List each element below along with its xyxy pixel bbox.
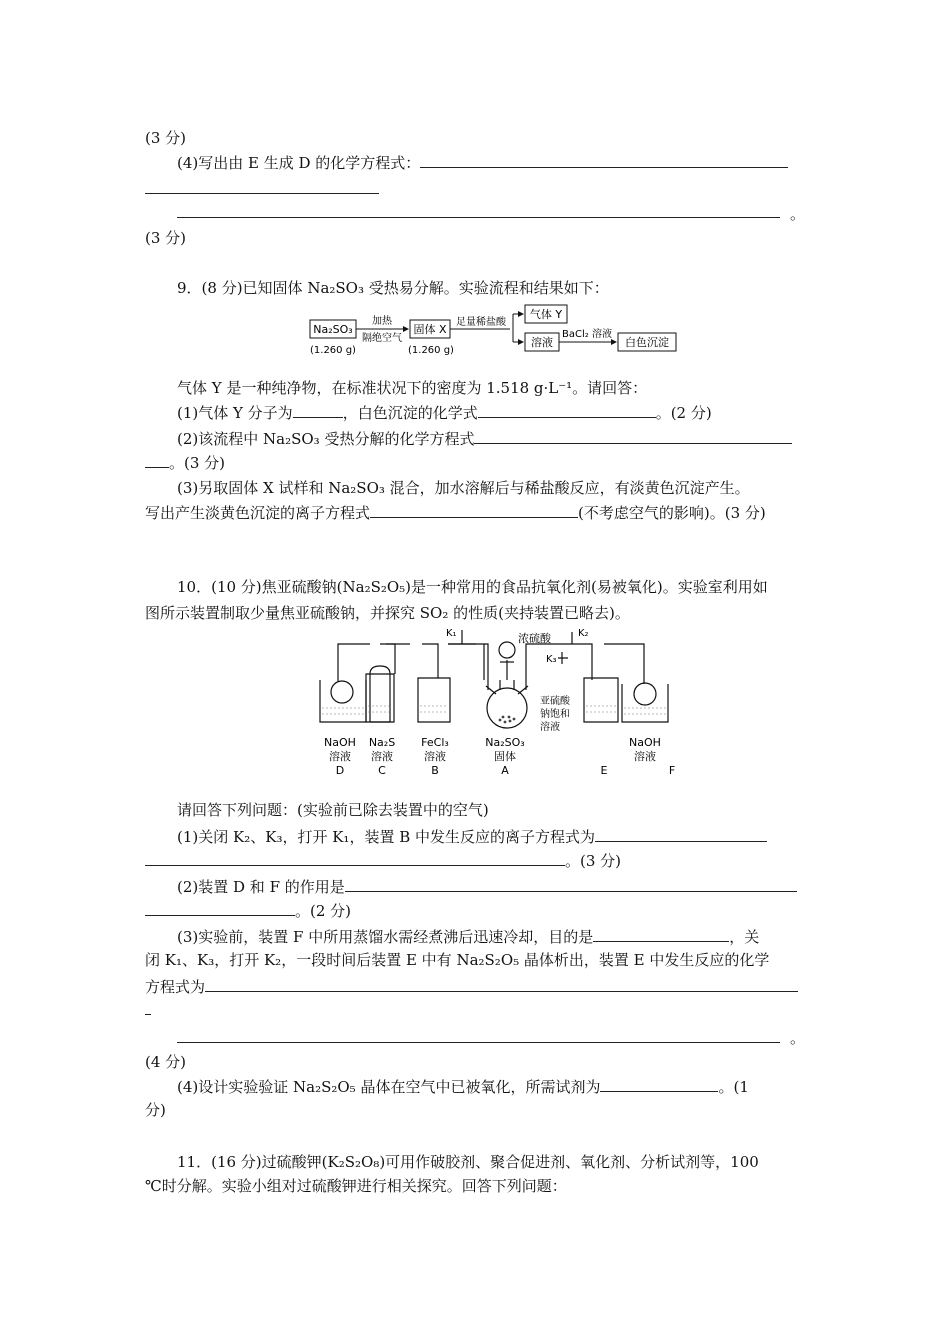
question-10-header: 10．(10 分)焦亚硫酸钠(Na₂S₂O₅)是一种常用的食品抗氧化剂(易被氧化)。实验室利用如 xyxy=(177,578,768,596)
answer-blank[interactable] xyxy=(145,900,295,916)
liquid-c xyxy=(368,706,392,712)
flow-box-x-label: 固体 X xyxy=(413,323,447,336)
answer-blank[interactable] xyxy=(593,926,729,942)
question-9-intro: 气体 Y 是一种纯净物，在标准状况下的密度为 1.518 g·L⁻¹。请回答： xyxy=(177,379,648,397)
question-text: ，白色沉淀的化学式 xyxy=(342,404,478,422)
question-9-part-1 xyxy=(177,402,712,423)
answer-blank[interactable] xyxy=(145,1014,151,1015)
question-10-part-3-eq xyxy=(145,976,798,997)
funnel-d xyxy=(331,681,353,703)
flow-box-gas-label: 气体 Y xyxy=(529,308,563,321)
bottle-e xyxy=(584,678,618,722)
flow-box-start-label: Na₂SO₃ xyxy=(313,323,353,336)
question-text: (4)写出由 E 生成 D 的化学方程式： xyxy=(177,154,421,172)
valve-k3 xyxy=(558,652,568,664)
b-reagent-2: 溶液 xyxy=(424,750,446,763)
question-text: 写出产生淡黄色沉淀的离子方程式 xyxy=(145,504,371,522)
k2-label: K₂ xyxy=(578,628,589,639)
question-10-part-4 xyxy=(177,1076,749,1097)
question-10-part-1-cont xyxy=(145,850,621,871)
question-text: 。(2 分) xyxy=(295,902,352,920)
k3-label: K₃ xyxy=(546,654,557,665)
flow-arrow1-bottom: 隔绝空气 xyxy=(362,333,402,344)
score-text: (3 分) xyxy=(145,129,187,147)
c-reagent-2: 溶液 xyxy=(371,750,393,763)
question-text: (1)气体 Y 分子为 xyxy=(177,404,293,422)
period-text: 。 xyxy=(790,1029,806,1047)
answer-blank[interactable] xyxy=(420,152,788,168)
acid-label: 浓硫酸 xyxy=(518,632,551,645)
answer-blank[interactable] xyxy=(205,976,798,992)
c-reagent-1: Na₂S xyxy=(368,736,396,749)
e-liquid-line3: 溶液 xyxy=(540,722,560,733)
flow-chart xyxy=(300,300,690,362)
question-text: (3)实验前，装置 F 中所用蒸馏水需经煮沸后迅速冷却，目的是 xyxy=(177,928,594,946)
question-10-part-3 xyxy=(177,926,759,947)
b-letter: B xyxy=(431,764,439,777)
question-8-part-4 xyxy=(177,152,788,173)
flow-box-precip-label: 白色沉淀 xyxy=(625,336,669,349)
answer-blank[interactable] xyxy=(478,402,656,418)
d-reagent-2: 溶液 xyxy=(329,750,351,763)
connecting-tube xyxy=(338,644,370,682)
flask-a xyxy=(487,688,527,728)
liquid-b xyxy=(420,706,448,712)
question-text: 。(3 分) xyxy=(565,852,622,870)
period-text: 。 xyxy=(790,205,806,223)
a-letter: A xyxy=(501,764,509,777)
connecting-tube xyxy=(380,644,395,674)
question-10-header-cont: 图所示装置制取少量焦亚硫酸钠，并探究 SO₂ 的性质(夹持装置已略去)。 xyxy=(145,604,630,622)
question-10-part-1 xyxy=(177,826,767,847)
question-9-part-3: (3)另取固体 X 试样和 Na₂SO₃ 混合，加水溶解后与稀盐酸反应，有淡黄色沉淀产生。 xyxy=(177,479,750,497)
k1-label: K₁ xyxy=(446,628,457,639)
question-text: (1)关闭 K₂、K₃，打开 K₁，装置 B 中发生反应的离子方程式为 xyxy=(177,828,596,846)
liquid-e xyxy=(586,706,616,712)
question-text: (不考虑空气的影响)。(3 分) xyxy=(578,504,766,522)
solid-a xyxy=(499,716,516,724)
connecting-tube xyxy=(484,644,488,690)
flow-arrow3-top: BaCl₂ 溶液 xyxy=(562,329,612,340)
connecting-tube xyxy=(422,644,438,678)
question-9-part-3-cont xyxy=(145,502,766,523)
connecting-tube xyxy=(526,644,592,690)
funnel-f xyxy=(634,683,656,705)
flow-mass-x: (1.260 g) xyxy=(408,345,454,356)
flow-mass-start: (1.260 g) xyxy=(310,345,356,356)
a-reagent-1: Na₂SO₃ xyxy=(485,736,525,749)
answer-blank[interactable] xyxy=(293,402,343,418)
flow-arrow1-top: 加热 xyxy=(372,316,392,327)
answer-blank[interactable] xyxy=(145,452,169,468)
liquid-d xyxy=(322,708,364,714)
beaker-f xyxy=(622,684,668,722)
question-text: ，关 xyxy=(729,928,760,946)
question-9-part-2 xyxy=(177,428,792,449)
a-reagent-2: 固体 xyxy=(494,750,516,763)
answer-blank[interactable] xyxy=(145,850,565,866)
liquid-f xyxy=(624,708,666,714)
apparatus-diagram xyxy=(300,622,680,782)
question-11-header: 11．(16 分)过硫酸钾(K₂S₂O₈)可用作破胶剂、聚合促进剂、氧化剂、分析试剂等，100 xyxy=(177,1153,759,1171)
beaker-d xyxy=(320,680,366,722)
question-9-header: 9．(8 分)已知固体 Na₂SO₃ 受热易分解。实验流程和结果如下： xyxy=(177,279,609,297)
question-9-part-2-cont xyxy=(145,452,225,473)
d-reagent-1: NaOH xyxy=(324,736,356,749)
answer-blank[interactable] xyxy=(474,428,792,444)
question-11-header-cont: ℃时分解。实验小组对过硫酸钾进行相关探究。回答下列问题： xyxy=(145,1177,567,1195)
f-reagent-2: 溶液 xyxy=(634,750,656,763)
question-10-part-3-cont: 闭 K₁、K₃，打开 K₂，一段时间后装置 E 中有 Na₂S₂O₅ 晶体析出，装置 E 中发生反应的化学 xyxy=(145,951,770,969)
question-text: (2)装置 D 和 F 的作用是 xyxy=(177,878,345,896)
f-letter: F xyxy=(668,764,676,777)
e-liquid-line2: 钠饱和 xyxy=(540,709,570,720)
question-10-part-2-cont xyxy=(145,900,351,921)
question-text: (4)设计实验验证 Na₂S₂O₅ 晶体在空气中已被氧化，所需试剂为 xyxy=(177,1078,601,1096)
answer-blank[interactable] xyxy=(177,1042,780,1043)
answer-blank[interactable] xyxy=(595,826,767,842)
score-text: (3 分) xyxy=(145,229,187,247)
b-reagent-1: FeCl₃ xyxy=(421,736,449,749)
e-letter: E xyxy=(600,764,608,777)
dropping-funnel xyxy=(499,642,515,658)
e-liquid-line1: 亚硫酸 xyxy=(540,696,570,707)
question-10-note: 请回答下列问题：(实验前已除去装置中的空气) xyxy=(177,801,489,819)
flow-box-solution-label: 溶液 xyxy=(531,336,553,349)
answer-blank[interactable] xyxy=(370,502,578,518)
question-text: 。(1 xyxy=(718,1078,749,1096)
question-text: 方程式为 xyxy=(145,978,206,996)
score-text: 分) xyxy=(145,1101,166,1119)
question-text: (2)该流程中 Na₂SO₃ 受热分解的化学方程式 xyxy=(177,430,475,448)
score-text: (4 分) xyxy=(145,1053,187,1071)
f-reagent-1: NaOH xyxy=(629,736,661,749)
answer-blank[interactable] xyxy=(177,217,780,218)
answer-blank[interactable] xyxy=(145,193,379,194)
answer-blank[interactable] xyxy=(600,1076,718,1092)
flow-arrow2-top: 足量稀盐酸 xyxy=(456,317,506,328)
answer-blank[interactable] xyxy=(345,876,797,892)
question-text: 。(2 分) xyxy=(655,404,712,422)
c-letter: C xyxy=(378,764,386,777)
question-10-part-2 xyxy=(177,876,797,897)
bottle-b xyxy=(418,678,450,722)
d-letter: D xyxy=(335,764,345,777)
question-text: 。(3 分) xyxy=(169,454,226,472)
